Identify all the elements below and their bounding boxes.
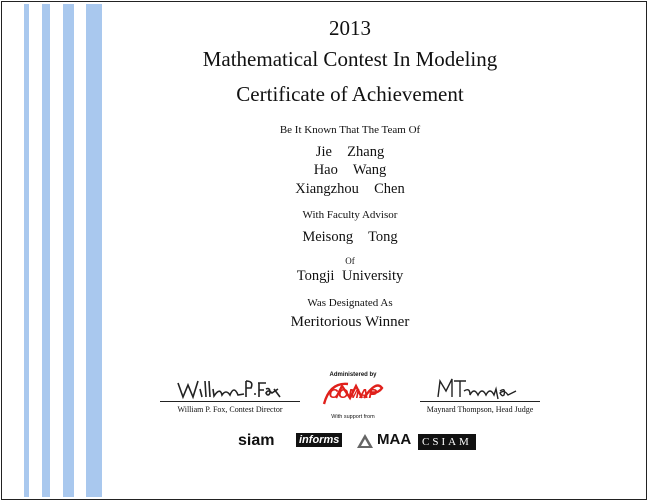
contest-title: Mathematical Contest In Modeling (202, 47, 498, 71)
maa-logo-mark (356, 433, 374, 449)
contest-director-signature (150, 375, 300, 401)
siam-logo (238, 432, 274, 450)
siam-logo-text: siam (238, 432, 275, 449)
certificate-title: Certificate of Achievement (236, 82, 464, 106)
faculty-advisor-label: With Faculty Advisor (302, 209, 398, 221)
faculty-advisor-name: Meisong Tong (302, 229, 398, 245)
decorative-stripe (86, 4, 102, 497)
maa-logo: MAA (377, 431, 412, 448)
comap-logo-block (318, 372, 388, 424)
csiam-logo: CSIAM (418, 434, 476, 450)
be-it-known-text: Be It Known That The Team Of (279, 124, 421, 136)
contest-director-name: William P. Fox, Contest Director (177, 405, 283, 414)
university-name: Tongji University (296, 268, 404, 284)
administered-by-label: Administered by (329, 372, 377, 378)
of-label: Of (345, 256, 355, 266)
signature-graphic (150, 375, 300, 401)
decorative-stripe (24, 4, 29, 497)
signature-line (160, 401, 300, 402)
certificate-frame (1, 1, 647, 500)
support-from-label: With support from (331, 414, 375, 420)
designated-label: Was Designated As (307, 297, 393, 309)
head-judge-signature (420, 375, 550, 401)
informs-logo (296, 433, 342, 447)
team-member: Xiangzhou Chen (295, 181, 405, 197)
award-title: Meritorious Winner (290, 314, 410, 330)
certificate-year: 2013 (329, 16, 371, 40)
head-judge-name: Maynard Thompson, Head Judge (426, 405, 534, 414)
signature-line (420, 401, 540, 402)
signature-graphic (420, 375, 550, 401)
decorative-stripe (63, 4, 74, 497)
decorative-stripe (42, 4, 50, 497)
team-member: Hao Wang (313, 162, 387, 178)
team-member: Jie Zhang (315, 144, 385, 160)
comap-logo-text: COMAP (328, 386, 378, 401)
comap-logo (320, 378, 386, 408)
informs-logo-text: informs (299, 434, 340, 446)
